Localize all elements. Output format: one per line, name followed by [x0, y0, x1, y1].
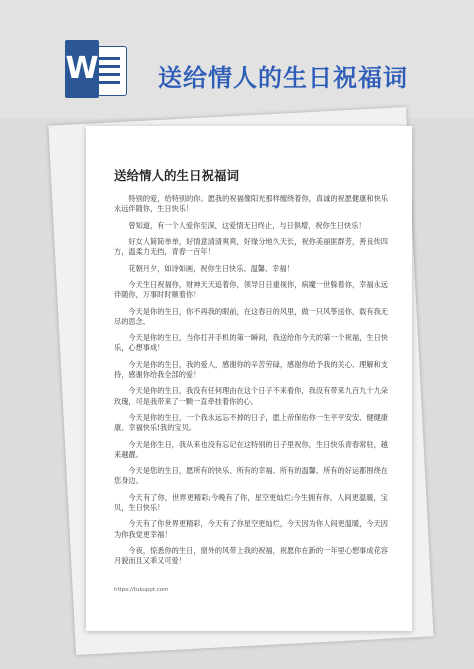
- word-icon-line: [96, 73, 120, 76]
- paragraph: 好女人简简单单，好情意清清爽爽，好缘分地久天长，祝你美丽匪群芳，善良传四方，温柔力无挡，青春一百年！: [114, 236, 388, 257]
- paragraph: 今天是你生日，我从来也没有忘记在这特别的日子里祝你，生日快乐青春常驻，越来越靓。: [114, 439, 388, 459]
- paragraph: 今天生日祝福你，财神天天追着你，领导日日重视你，病魔一世躲着你，幸福永远伴随你，万事时时顺着你！: [114, 279, 388, 300]
- paragraph: 特别的爱，给特别的你。愿我的祝福像阳光那样缠绕着你，真诚的祝愿健康和快乐永远伴随你，生日快乐！: [114, 194, 388, 214]
- paragraph: 今天是你的生日，你不再我的眼前，在这春日的风里，做一只风筝送你，载有我无尽的思念。: [114, 306, 388, 326]
- word-icon-letter: W: [65, 40, 99, 98]
- paragraph: 曾知道，有一个人爱你至深，这爱情无日终止，与日俱增，祝你生日快乐！: [128, 220, 366, 230]
- page-title: 送给情人的生日祝福词: [158, 64, 408, 92]
- word-icon-line: [96, 57, 120, 60]
- paragraph: 今天是你的生日，我的爱人，感谢你的辛苦劳碌，感谢你给予我的关心、理解和支持，感谢你给我全部的爱！: [114, 359, 388, 379]
- paragraph: 今天是您的生日，愿所有的快乐、所有的幸福、所有的温馨、所有的好运都围绕在您身边。: [114, 466, 388, 486]
- word-icon-line: [96, 65, 120, 68]
- paragraph: 今天是你的生日，当你打开手机的第一瞬间，我送给你今天的第一个祝福，生日快乐，心想事成！: [114, 333, 388, 353]
- word-icon-line: [96, 81, 120, 84]
- paragraph: 今天有了你，世界更精彩;今晚有了你，星空更灿烂;今生拥有你，人间更温暖，宝贝，生日快乐！: [114, 492, 388, 512]
- word-document-icon: [65, 40, 129, 98]
- paragraph: 今夜，惊悉你的生日，窗外的风带上我的祝福，祝愿你在新的一年里心想事成花容月貌而且又乖又可爱！: [114, 545, 388, 566]
- paragraph: 今天是你的生日，一个我永远忘不掉的日子，愿上帝保佑你一生平平安安、健健康康、幸福快乐!我的宝贝。: [114, 412, 388, 433]
- document-page: [86, 126, 412, 631]
- paragraph: 今天是你的生日，我没有任何理由在这个日子不来看你，我没有带来九百九十九朵玫瑰，可是我带来了一颗一直牵挂着你的心。: [114, 386, 388, 406]
- footer-url: https://tukuppt.com: [114, 587, 169, 593]
- document-title: 送给情人的生日祝福词: [114, 168, 240, 183]
- header-banner: [0, 0, 474, 118]
- paragraph: 今天有了你世界更精彩，今天有了你星空更灿烂，今天因为你人间更温暖，今天因为你我觉更幸福！: [114, 519, 388, 539]
- paragraph: 花朝月夕，如诗如画，祝你生日快乐、温馨、幸福！: [128, 263, 294, 273]
